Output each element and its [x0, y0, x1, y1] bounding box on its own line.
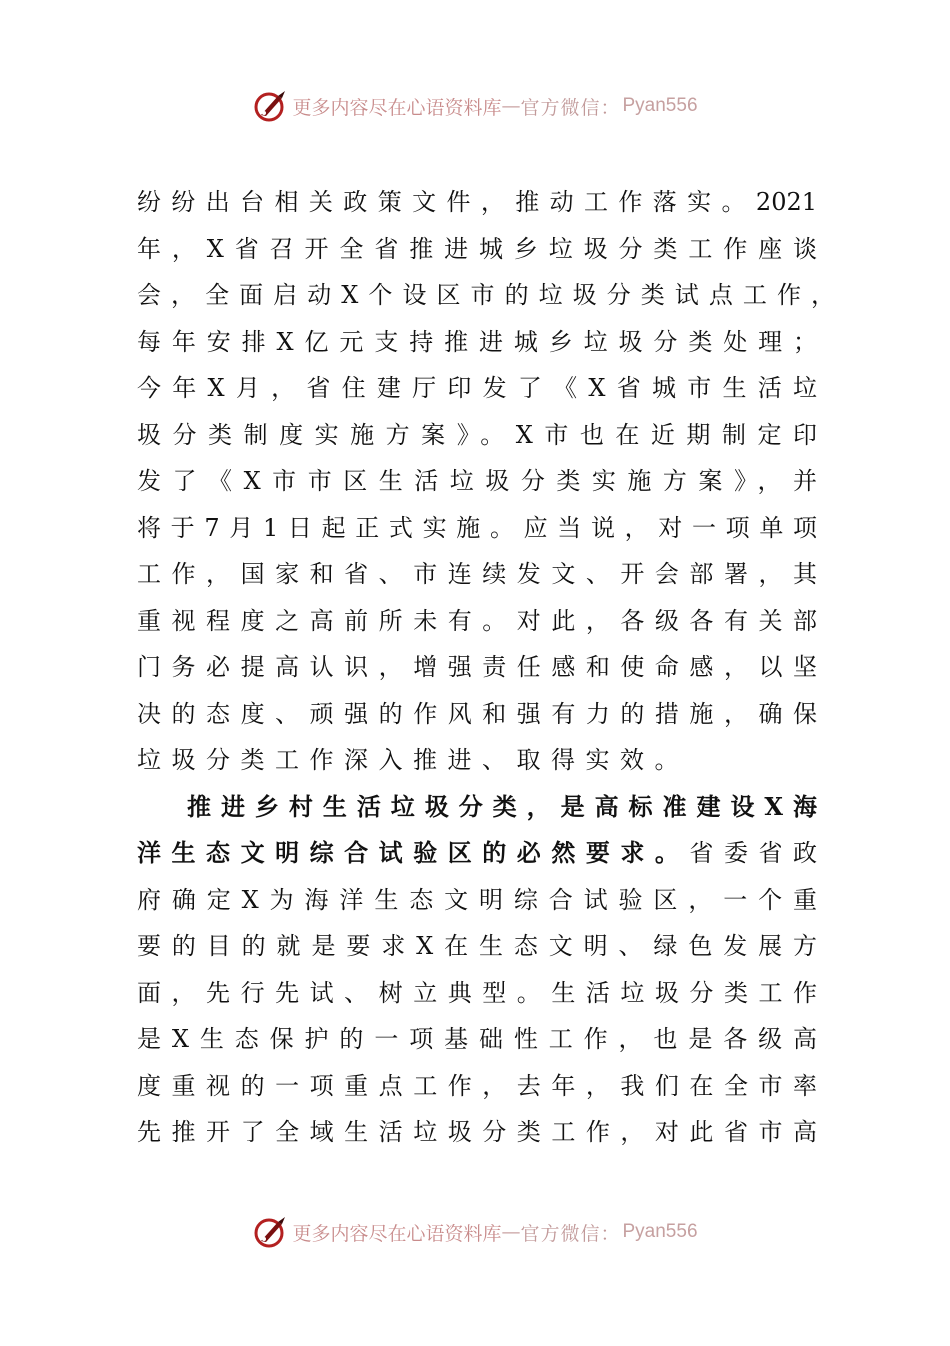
banner-separator: —: [501, 95, 521, 117]
header-banner: [0, 86, 950, 126]
text-line: 会，全面启动X个设区市的垃圾分类试点工作，: [137, 281, 835, 309]
banner-separator: —: [501, 1221, 521, 1243]
text-line: 发了《X市市区生活垃圾分类实施方案》，并: [137, 467, 817, 495]
text-line: 今年X月，省住建厅印发了《X省城市生活垃: [137, 374, 817, 402]
quill-logo-icon: [252, 1214, 288, 1250]
text-line: 重视程度之高前所未有。对此，各级各有关部: [137, 606, 817, 635]
text-line: 度重视的一项重点工作，去年，我们在全市率: [137, 1071, 817, 1100]
banner-title: 更多内容尽在心语资料库: [292, 1222, 502, 1245]
text-line: 门务必提高认识，增强责任感和使命感，以坚: [137, 653, 817, 681]
text-line: 面，先行先试、树立典型。生活垃圾分类工作: [137, 978, 817, 1007]
section-heading-continued: 洋生态文明综合试验区的必然要求。: [137, 838, 690, 867]
quill-logo-icon: [252, 88, 288, 124]
text-line: 将于7月1日起正式实施。应当说，对一项单项: [137, 513, 817, 542]
text-line: 决的态度、顽强的作风和强有力的措施，确保: [137, 699, 817, 728]
text-line: 是X生态保护的一项基础性工作，也是各级高: [137, 1025, 817, 1053]
banner-account: Pyan556: [622, 95, 698, 116]
document-body: [137, 179, 835, 1156]
text-line-rest: 省委省政: [689, 839, 818, 867]
banner-title: 更多内容尽在心语资料库: [292, 96, 502, 119]
text-line: 纷纷出台相关政策文件，推动工作落实。2021: [137, 188, 817, 216]
section-heading: 推进乡村生活垃圾分类，是高标准建设X海: [187, 791, 817, 821]
text-line: 每年安排X亿元支持推进城乡垃圾分类处理；: [137, 327, 817, 356]
section-heading-line: [137, 830, 817, 877]
banner-account: Pyan556: [622, 1221, 698, 1242]
footer-banner: [0, 1212, 950, 1252]
text-line: 年，X省召开全省推进城乡垃圾分类工作座谈: [137, 234, 817, 263]
banner-label: 官方微信：: [520, 96, 621, 119]
banner-label: 官方微信：: [520, 1222, 621, 1245]
text-line: 要的目的就是要求X在生态文明、绿色发展方: [137, 932, 817, 960]
text-line: 垃圾分类工作深入推进、取得实效。: [137, 746, 689, 774]
text-line: 府确定X为海洋生态文明综合试验区，一个重: [137, 885, 817, 914]
text-line: 圾分类制度实施方案》。X市也在近期制定印: [137, 420, 817, 449]
text-line: 先推开了全域生活垃圾分类工作，对此省市高: [137, 1118, 817, 1146]
text-line: 工作，国家和省、市连续发文、开会部署，其: [137, 560, 817, 588]
